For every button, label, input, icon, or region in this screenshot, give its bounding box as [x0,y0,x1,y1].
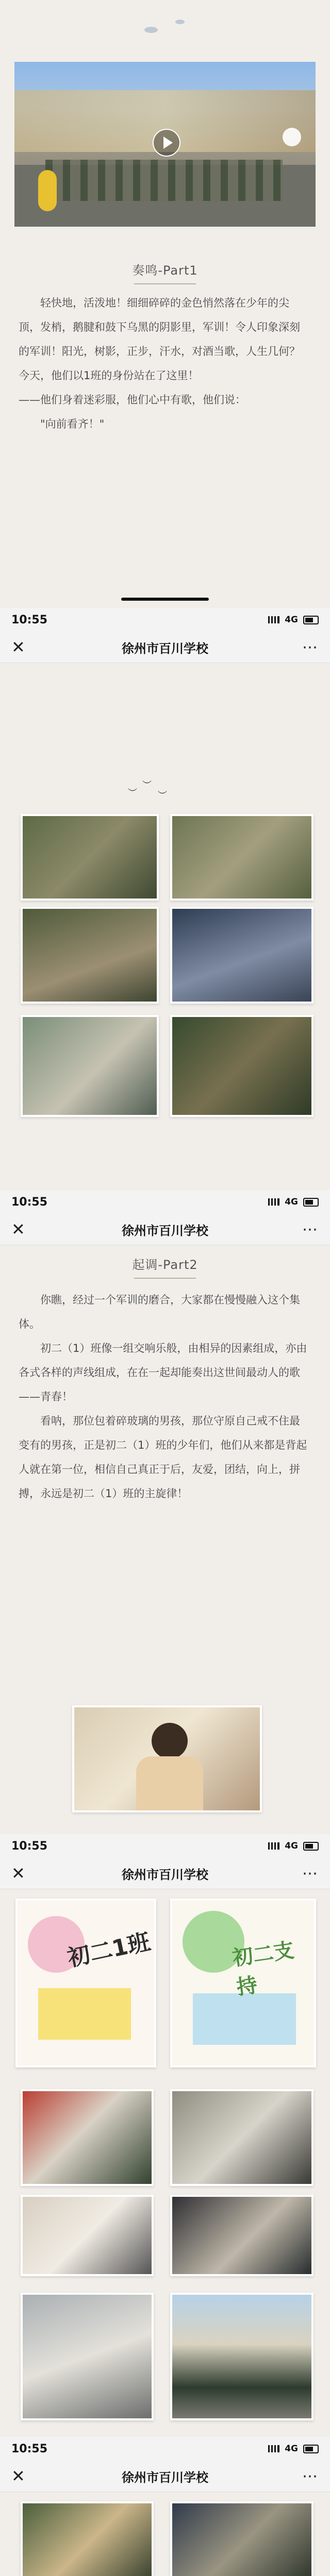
signal-icon [268,1198,279,1206]
status-time: 10:55 [11,1195,48,1209]
fish-decoration-icon [144,27,158,33]
signal-icon [268,616,279,623]
status-bar [0,2437,330,2461]
status-time: 10:55 [11,2442,48,2455]
app-title: 徐州市百川学校 [122,1223,208,1238]
app-title: 徐州市百川学校 [122,641,208,656]
close-icon[interactable]: ✕ [11,1863,25,1883]
status-bar [0,608,330,632]
photo-practice-2 [170,2089,314,2186]
app-bar [0,632,330,663]
progress-knob-icon[interactable] [283,128,301,146]
photo-practice-1 [21,2089,154,2186]
photo-relay [170,2501,314,2576]
more-icon[interactable]: ⋯ [302,2467,319,2485]
app-bar [0,2461,330,2492]
fish-decoration-icon [175,20,185,24]
more-icon[interactable]: ⋯ [302,1220,319,1239]
poster-class-left [15,1899,156,2067]
battery-icon [303,1842,319,1851]
status-time: 10:55 [11,613,48,626]
paragraph: 看呐，那位包着碎玻璃的男孩，那位守原自己戒不住最变有的男孩，正是初二（1）班的少年们，他们从来都是背起人就在第一位，相信自己真正于后，友爱，团结，向上，拼搏，永远是初二（1）班的主旋律！ [19,1415,307,1500]
section-heading-part2: 起调-Part2 [0,1255,330,1279]
segment-5[interactable] [0,2437,330,2576]
more-icon[interactable]: ⋯ [302,638,319,656]
close-icon[interactable]: ✕ [11,637,25,657]
photo-training-2 [170,814,314,901]
paragraph: 初二（1）班像一组交响乐般，由相异的因素组成，亦由各式各样的声线组成，在在一起却能奏出这世间最动人的歌——青春！ [19,1342,307,1403]
paragraph: ——他们身着迷彩服，他们心中有歌，他们说： [19,394,246,406]
photo-banner [21,2501,154,2576]
photo-hall [21,2293,154,2420]
segment-4[interactable] [0,1834,330,2437]
app-bar [0,1214,330,1245]
home-indicator [121,598,209,601]
app-title: 徐州市百川学校 [122,1867,208,1882]
status-bar [0,1834,330,1858]
section-heading-part1: 奏鸣-Part1 [0,260,330,284]
photo-group [170,1015,314,1117]
status-time: 10:55 [11,1839,48,1853]
photo-dance-1 [21,2195,154,2276]
bird-decoration-icon: ︶ [128,788,137,799]
photo-student-portrait [21,907,159,1004]
network-label: 4G [285,2444,298,2454]
paragraph: 轻快地，活泼地！细细碎碎的金色悄然落在少年的尖顶，发梢，鹅腱和鼓下乌黑的阴影里，军训！令人印象深刻的军训！阳光，树影，正步，汗水，对酒当歌，人生几何？今天，他们以1班的身份站在了这里！ [19,297,300,382]
paragraph: "向前看齐！" [40,418,105,430]
app-title: 徐州市百川学校 [122,2470,208,2485]
network-label: 4G [285,1197,298,1207]
close-icon[interactable]: ✕ [11,1219,25,1239]
network-label: 4G [285,615,298,625]
network-label: 4G [285,1841,298,1851]
segment-3[interactable] [0,1190,330,1834]
status-bar [0,1190,330,1214]
photo-dance-2 [170,2195,314,2276]
photo-lineup [170,2293,314,2420]
segment-2[interactable] [0,608,330,1190]
photo-training-1 [21,814,159,901]
poster-text: 初二支持 [231,1938,296,2000]
app-bar [0,1858,330,1889]
more-icon[interactable]: ⋯ [302,1864,319,1883]
segment-1[interactable] [0,0,330,608]
signal-icon [268,2445,279,2452]
part2-text [19,1288,307,1506]
close-icon[interactable]: ✕ [11,2466,25,2486]
paragraph: 你瞧，经过一个军训的磨合，大家都在慢慢融入这个集体。 [19,1294,300,1330]
part1-text [19,291,307,436]
battery-icon [303,2445,319,2453]
photo-classroom [170,907,314,1004]
photo-teacher [72,1705,262,1812]
video-player[interactable] [14,62,316,227]
bird-decoration-icon: ︶ [158,790,167,801]
poster-text: 初二1班 [65,1928,153,1972]
bird-decoration-icon: ︶ [142,780,152,791]
signal-icon [268,1842,279,1850]
battery-icon [303,1198,319,1207]
battery-icon [303,616,319,624]
poster-class-right [170,1899,316,2067]
photo-desk-items [21,1015,159,1117]
play-icon[interactable] [153,129,180,157]
